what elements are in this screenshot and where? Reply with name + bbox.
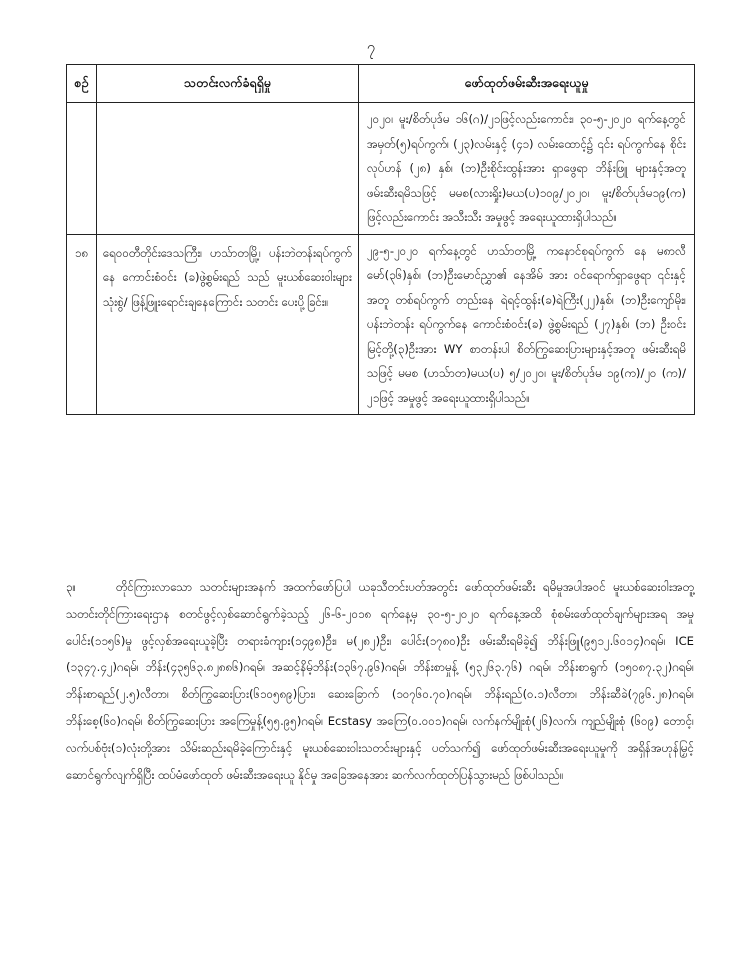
row-action: ၂၀၂၀၊ မူး/စိတ်ပုဒ်မ ၁၆(ဂ)/၂၁ဖြင့်လည်းကောင်း၊ ၃၀-၅-၂၀၂၀ ရက်နေ့တွင် အမှတ်(၅)ရပ်ကွက်၊ (၂၃)လမ်းနှင့် (၄၁) လမ်းထောင့်၌ ၎င်း ရပ်ကွက်နေ စိုင်းလုပ်ဟန် (၂၈) နှစ်၊ (ဘ)ဦးစိုင်းထွန်းအား ရှာဖွေရာ ဘိန်းဖြူ များနှင့်အတူ ဖမ်းဆီးရမိသဖြင့် မမစ(လားရှိုး)မယ(ပ)၁၀၉/၂၀၂၀၊ မူး/စိတ်ပုဒ်မ၁၉(က) ဖြင့်လည်းကောင်း အသီးသီး အမှုဖွင့် အရေးယူထားရှိပါသည်။ (359, 103, 695, 235)
report-table (66, 64, 695, 415)
summary-text: တိုင်ကြားလာသော သတင်းများအနက် အထက်ဖော်ပြပါ ယခုသီတင်းပတ်အတွင်း ဖော်ထုတ်ဖမ်းဆီး ရမိမှုအပါအဝင် မူးယစ်ဆေးဝါးအတူ့သတင်းတိုင်ကြားရေးဌာန စတင်ဖွင့်လှစ်ဆောင်ရွက်ခဲ့သည့် ၂၆-၆-၂၀၁၈ ရက်နေ့မှ ၃၀-၅-၂၀၂၀ ရက်နေ့အထိ စုံစမ်းဖော်ထုတ်ချက်များအရ အမှုပေါင်း(၁၁၅၆)မှု ဖွင့်လှစ်အရေးယူခဲ့ပြီး တရားခံကျား(၁၄၉၈)ဦး၊ မ(၂၈၂)ဦး၊ ပေါင်း(၁၇၈၀)ဦး ဖမ်းဆီးရမိခဲ့၍ ဘိန်းဖြူ(၉၅၁၂.၆၀၁၄)ဂရမ်၊ ICE (၁၃၄၇.၄၂)ဂရမ်၊ ဘိန်း(၄၃၅၆၃.၈၂၈၈၆)ဂရမ်၊ အဆင့်နိမ့်ဘိန်း(၁၃၆၇.၉၆)ဂရမ်၊ ဘိန်းစာမှုန့် (၅၃၂၆၃.၇၆) ဂရမ်၊ ဘိန်းစာရွက် (၁၅၀၈၇.၃၂)ဂရမ်၊ ဘိန်းစာရည်(၂.၅)လီတာ၊ စိတ်ကြွဆေးပြား(၆၁၀၅၈၉)ပြား၊ ဆေးခြောက် (၁၀၇၆၀.၇၀)ဂရမ်၊ ဘိန်းရည်(၀.၁)လီတာ၊ ဘိန်းဆီခဲ(၇၉၆.၂၈)ဂရမ်၊ ဘိန်းစေ့(၆၀)ဂရမ်၊ စိတ်ကြွဆေးပြား အကြေမှုန့်(၅၅.၉၅)ဂရမ်၊ Ecstasy အကြေ(၀.၀၀၁)ဂရမ်၊ လက်နက်မျိုးစုံ(၂၆)လက်၊ ကျည်မျိုးစုံ (၆၀၉) တောင့်၊ လက်ပစ်ဗုံး(၁)လုံးတို့အား သိမ်းဆည်းရမိခဲ့ကြောင်းနှင့် မူးယစ်ဆေးဝါးသတင်းများနှင့် ပတ်သက်၍ ဖော်ထုတ်ဖမ်းဆီးအရေးယူမှုကို အရှိန်အဟုန်မြှင့် ဆောင်ရွက်လျက်ရှိပြီး ထပ်မံဖော်ထုတ် ဖမ်းဆီးအရေးယူ နိုင်မှု အခြေအနေအား ဆက်လက်ထုတ်ပြန်သွားမည် ဖြစ်ပါသည်။ (66, 580, 694, 782)
table-header-row (67, 65, 695, 103)
row-serial (67, 103, 97, 235)
header-serial: စဉ် (67, 65, 97, 103)
row-serial: ၁၈ (67, 234, 97, 415)
header-information-received: သတင်းလက်ခံရရှိမှု (97, 65, 359, 103)
row-information: ရေဝ၀တီတိုင်းဒေသကြီး၊ ဟသ်ာတမြို့၊ ပန်းဘဲတန်းရပ်ကွက်နေ ကောင်းစံဝင်း (ခ)ဖွဲ့စွမ်းရည် သည် မူးယစ်ဆေးဝါးများ သုံးစွဲ/ ဖြန့်ဖြူးရောင်းချနေကြောင်း သတင်း ပေးပို့ခြင်း။ (97, 234, 359, 415)
row-information (97, 103, 359, 235)
summary-paragraph (66, 574, 694, 788)
table-row (67, 234, 695, 415)
header-action-taken: ဖော်ထုတ်ဖမ်းဆီးအရေးယူမှု (359, 65, 695, 103)
row-action: ၂၉-၅-၂၀၂၀ ရက်နေ့တွင် ဟသ်ာတမြို့ ကနောင်စုရပ်ကွက် နေ မ၈ာလီမော်(၃၆)နှစ်၊ (ဘ)ဦးမောင်ညွှာ၏ နေအိမ် အား ဝင်ရောက်ရှာဖွေရာ ၎င်းနှင့်အတူ တစ်ရပ်ကွက် တည်းနေ ရဲရင့်ထွန်း(ခ)ရဲကြီး(၂၂)နှစ်၊ (ဘ)ဦးကျော်မိုး၊ ပန်းဘဲတန်း ရပ်ကွက်နေ ကောင်းစံဝင်း(ခ) ဖွဲ့စွမ်းရည် (၂၇)နှစ်၊ (ဘ) ဦးဝင်းမြင့်တို့(၃)ဦးအား WY စာတန်းပါ စိတ်ကြွဆေးပြားများနှင့်အတူ ဖမ်းဆီးရမိသဖြင့် မမစ (ဟသ်ာတ)မယ(ပ) ၅/၂၀၂၀၊ မူး/စိတ်ပုဒ်မ ၁၉(က)/၂၀ (က)/၂၁ဖြင့် အမှုဖွင့် အရေးယူထားရှိပါသည်။ (359, 234, 695, 415)
page-number: ၇ (366, 38, 376, 56)
table-row (67, 103, 695, 235)
summary-number: ၃။ (66, 580, 77, 594)
